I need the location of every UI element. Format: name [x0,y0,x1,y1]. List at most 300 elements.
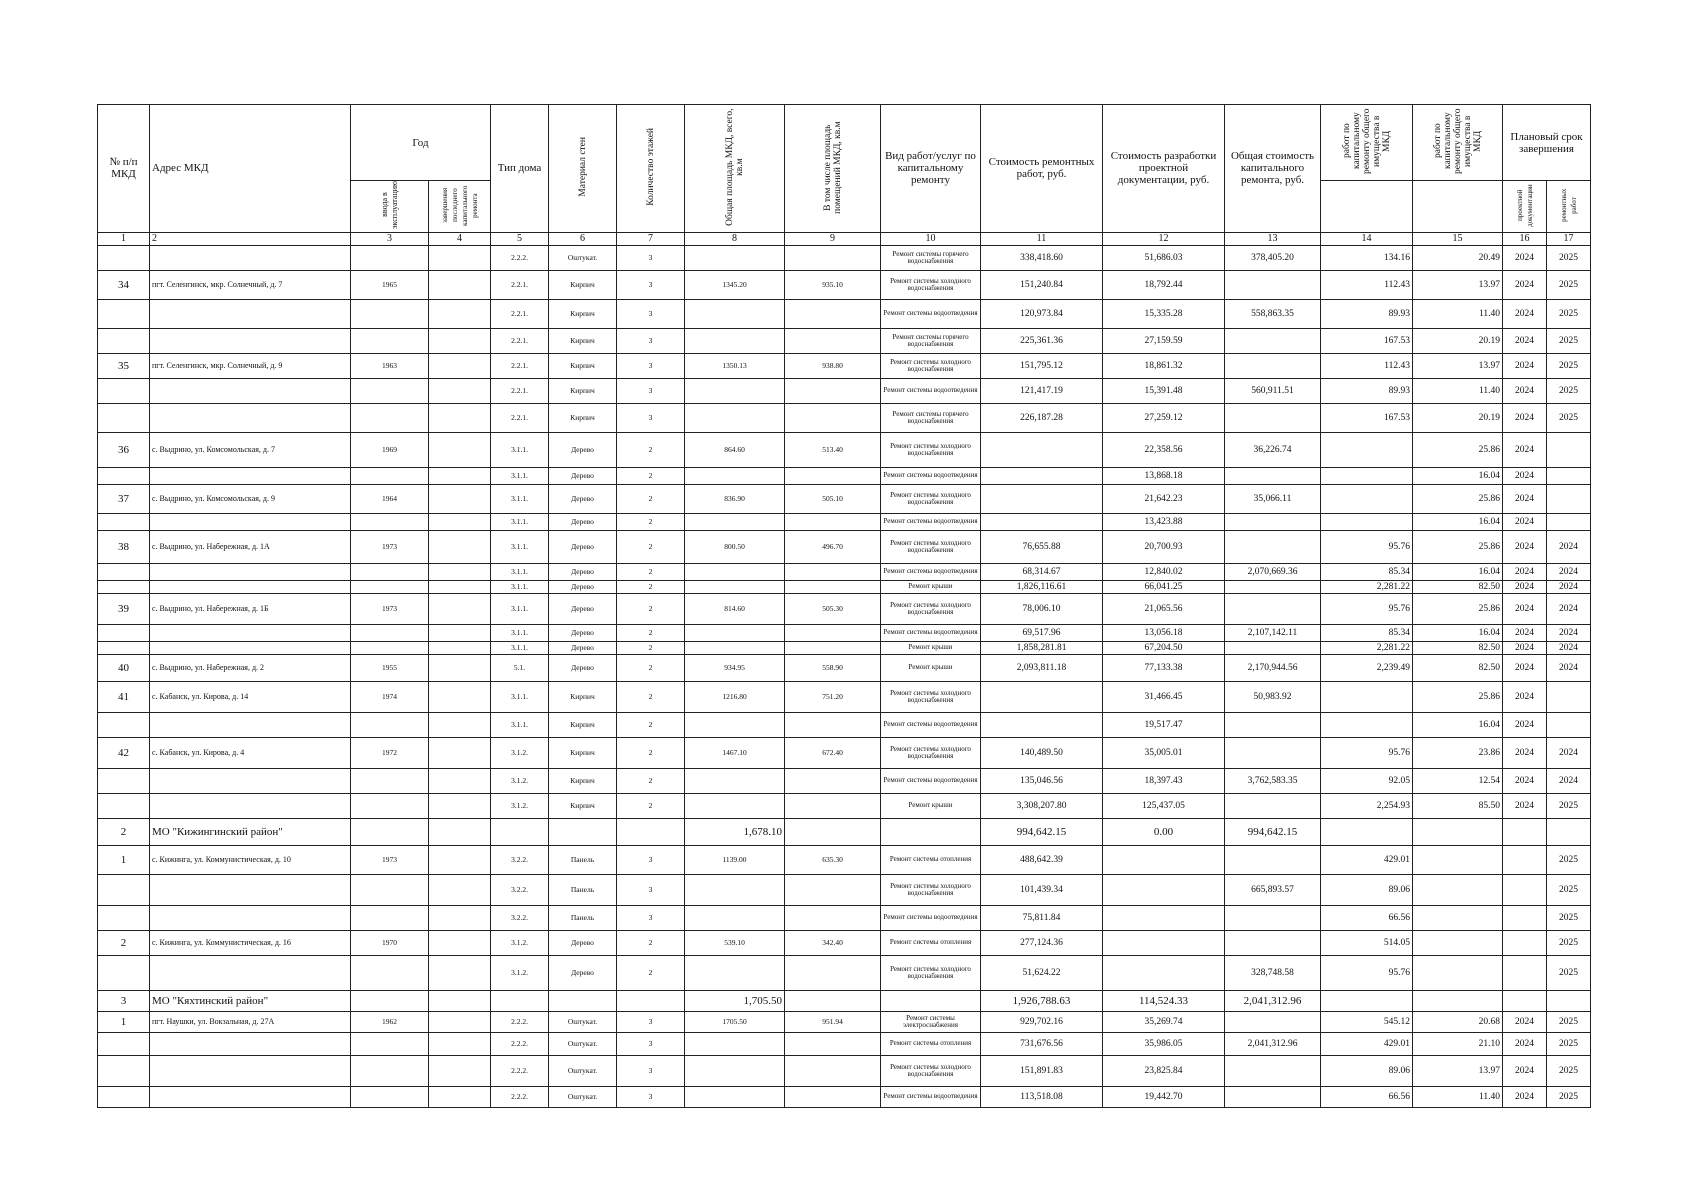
table-row [98,1032,1591,1055]
cell-work: Ремонт системы холодного водоснабжения [881,270,981,299]
cell-c11: 69,517.96 [981,624,1103,641]
cell-y1: 2024 [1503,563,1547,580]
cell-c11: 151,795.12 [981,353,1103,378]
cell-c12 [1103,845,1225,874]
cell-area2 [785,712,881,737]
cell-mat: Оштукат. [549,1086,617,1107]
cell-fl: 2 [617,955,685,990]
cell-area2 [785,563,881,580]
cell-area2: 496.70 [785,530,881,563]
cell-year [351,513,429,530]
cell-c13 [1225,1011,1321,1032]
cell-y1: 2024 [1503,353,1547,378]
cell-addr [150,513,351,530]
cell-addr [150,793,351,818]
cell-mat: Дерево [549,654,617,681]
cell-area [685,580,785,593]
cell-c11: 731,676.56 [981,1032,1103,1055]
cell-area [685,1032,785,1055]
cell-y2: 2024 [1547,624,1591,641]
cell-mat: Кирпич [549,378,617,403]
cell-addr: с. Кижинга, ул. Коммунистическая, д. 16 [150,930,351,955]
cell-c11: 120,973.84 [981,299,1103,328]
cell-year [351,580,429,593]
cell-year: 1972 [351,737,429,768]
cell-c11: 135,046.56 [981,768,1103,793]
cell-y0 [429,818,491,845]
cell-year [351,328,429,353]
cell-area2: 938.80 [785,353,881,378]
cell-year [351,245,429,270]
cell-work: Ремонт системы холодного водоснабжения [881,681,981,712]
cell-area2 [785,955,881,990]
header-number: № п/п МКД [98,105,150,233]
cell-y0 [429,1032,491,1055]
cell-work: Ремонт системы водоотведения [881,299,981,328]
cell-addr [150,768,351,793]
cell-c13 [1225,580,1321,593]
cell-area: 1216.80 [685,681,785,712]
cell-c13 [1225,845,1321,874]
cell-c13 [1225,513,1321,530]
cell-fl: 2 [617,712,685,737]
cell-y0 [429,467,491,484]
cell-fl: 2 [617,513,685,530]
cell-c13: 2,107,142.11 [1225,624,1321,641]
cell-c13 [1225,353,1321,378]
cell-c11: 1,858,281.81 [981,641,1103,654]
cell-c12: 13,868.18 [1103,467,1225,484]
municipality-row [98,990,1591,1011]
cell-area [685,624,785,641]
registry-sheet [97,104,1590,1108]
cell-c11 [981,681,1103,712]
cell-c12: 21,065.56 [1103,593,1225,624]
cell-y2: 2025 [1547,905,1591,930]
cell-y0 [429,563,491,580]
cell-c15: 82.50 [1413,641,1503,654]
cell-mat: Дерево [549,467,617,484]
cell-type: 3.1.2. [491,737,549,768]
cell-c14 [1321,818,1413,845]
cell-c12: 31,466.45 [1103,681,1225,712]
cell-area2 [785,1055,881,1086]
cell-y2 [1547,990,1591,1011]
cell-y2: 2024 [1547,563,1591,580]
cell-addr [150,378,351,403]
cell-y0 [429,328,491,353]
cell-c11: 121,417.19 [981,378,1103,403]
cell-area [685,641,785,654]
cell-y2: 2024 [1547,580,1591,593]
cell-y2: 2025 [1547,328,1591,353]
cell-c12: 35,269.74 [1103,1011,1225,1032]
cell-c15: 20.19 [1413,328,1503,353]
cell-y2: 2024 [1547,737,1591,768]
cell-y2: 2025 [1547,793,1591,818]
cell-area [685,245,785,270]
cell-addr: пгт. Наушки, ул. Вокзальная, д. 27А [150,1011,351,1032]
cell-c13 [1225,905,1321,930]
cell-y0 [429,793,491,818]
header-unit-cost-repair: работ по капитальному ремонту общего имущества в МКД [1321,105,1413,181]
cell-work: Ремонт системы водоотведения [881,624,981,641]
cell-n [98,1086,150,1107]
cell-fl: 2 [617,563,685,580]
cell-n: 39 [98,593,150,624]
cell-mat: Панель [549,905,617,930]
cell-area2: 513.40 [785,432,881,467]
cell-area2: 505.30 [785,593,881,624]
cell-y2 [1547,484,1591,513]
cell-n [98,712,150,737]
cell-c13: 560,911.51 [1225,378,1321,403]
cell-c11: 75,811.84 [981,905,1103,930]
cell-y2: 2025 [1547,930,1591,955]
cell-year [351,563,429,580]
cell-c13 [1225,593,1321,624]
cell-year: 1962 [351,1011,429,1032]
cell-c14: 2,254.93 [1321,793,1413,818]
cell-c14: 95.76 [1321,955,1413,990]
cell-y0 [429,353,491,378]
cell-fl: 2 [617,484,685,513]
cell-y2: 2024 [1547,654,1591,681]
cell-c11: 226,187.28 [981,403,1103,432]
cell-y0 [429,1055,491,1086]
cell-c11 [981,467,1103,484]
cell-year: 1970 [351,930,429,955]
cell-c14: 89.06 [1321,874,1413,905]
cell-type: 3.1.1. [491,513,549,530]
cell-fl: 2 [617,467,685,484]
cell-addr: с. Кабанск, ул. Кирова, д. 14 [150,681,351,712]
cell-c14: 167.53 [1321,403,1413,432]
cell-c11: 51,624.22 [981,955,1103,990]
cell-y1: 2024 [1503,403,1547,432]
cell-y2 [1547,432,1591,467]
cell-area: 1705.50 [685,1011,785,1032]
cell-mat: Дерево [549,563,617,580]
column-number-row: 1 2 3 4 5 6 7 8 9 10 11 12 13 14 15 16 17 [98,232,1591,245]
cell-y0 [429,299,491,328]
cell-c12 [1103,955,1225,990]
cell-y0 [429,432,491,467]
cell-area [685,299,785,328]
cell-mat: Кирпич [549,681,617,712]
cell-c15: 16.04 [1413,467,1503,484]
cell-n [98,793,150,818]
cell-type: 3.1.1. [491,467,549,484]
cell-type: 3.1.2. [491,930,549,955]
cell-fl: 2 [617,654,685,681]
cell-area2: 951.94 [785,1011,881,1032]
cell-addr: с. Выдрино, ул. Набережная, д. 2 [150,654,351,681]
table-row [98,845,1591,874]
cell-y1: 2024 [1503,467,1547,484]
cell-fl: 3 [617,1055,685,1086]
cell-c14: 85.34 [1321,624,1413,641]
table-row [98,930,1591,955]
cell-c14: 92.05 [1321,768,1413,793]
cell-c13 [1225,530,1321,563]
cell-n [98,874,150,905]
cell-c11: 140,489.50 [981,737,1103,768]
cell-n [98,328,150,353]
table-row [98,270,1591,299]
cell-c14: 2,281.22 [1321,580,1413,593]
table-row [98,905,1591,930]
header-year: Год [351,105,491,181]
cell-year [351,1086,429,1107]
cell-n: 36 [98,432,150,467]
cell-addr [150,1055,351,1086]
cell-c12: 13,423.88 [1103,513,1225,530]
cell-c11: 151,891.83 [981,1055,1103,1086]
cell-fl: 2 [617,768,685,793]
cell-area2 [785,1086,881,1107]
cell-mat: Кирпич [549,793,617,818]
cell-c13: 3,762,583.35 [1225,768,1321,793]
cell-c11: 101,439.34 [981,874,1103,905]
header-unit-cost-design: работ по капитальному ремонту общего имущества в МКД [1413,105,1503,181]
cell-c14 [1321,712,1413,737]
cell-area [685,1055,785,1086]
cell-y2: 2024 [1547,768,1591,793]
cell-c11: 2,093,811.18 [981,654,1103,681]
cell-addr [150,580,351,593]
cell-area2 [785,467,881,484]
cell-y1: 2024 [1503,1032,1547,1055]
cell-work: Ремонт системы отопления [881,930,981,955]
cell-type [491,818,549,845]
cell-c13 [1225,930,1321,955]
cell-c14: 429.01 [1321,845,1413,874]
cell-c14: 85.34 [1321,563,1413,580]
cell-area2: 342.40 [785,930,881,955]
cell-year [351,955,429,990]
table-row [98,624,1591,641]
cell-c13 [1225,1055,1321,1086]
cell-mat: Оштукат. [549,1011,617,1032]
cell-c11: 3,308,207.80 [981,793,1103,818]
cell-addr: с. Выдрино, ул. Комсомольская, д. 9 [150,484,351,513]
table-row [98,1086,1591,1107]
cell-c14: 95.76 [1321,593,1413,624]
cell-c13: 35,066.11 [1225,484,1321,513]
cell-y0 [429,245,491,270]
header-total-cost: Общая стоимость капитального ремонта, руб. [1225,105,1321,233]
cell-c12: 27,259.12 [1103,403,1225,432]
cell-c14: 2,239.49 [1321,654,1413,681]
cell-y2: 2025 [1547,874,1591,905]
cell-mat: Кирпич [549,299,617,328]
cell-c14: 545.12 [1321,1011,1413,1032]
cell-area [685,874,785,905]
table-row [98,484,1591,513]
cell-c15: 13.97 [1413,270,1503,299]
cell-c12: 35,005.01 [1103,737,1225,768]
cell-y1: 2024 [1503,432,1547,467]
cell-area2 [785,513,881,530]
table-row [98,580,1591,593]
cell-fl [617,990,685,1011]
cell-n [98,580,150,593]
cell-c12: 125,437.05 [1103,793,1225,818]
cell-n [98,905,150,930]
cell-n [98,955,150,990]
cell-area [685,513,785,530]
cell-area [685,712,785,737]
cell-addr: с. Выдрино, ул. Комсомольская, д. 7 [150,432,351,467]
cell-mat: Дерево [549,513,617,530]
cell-n: 3 [98,990,150,1011]
cell-type: 2.2.1. [491,328,549,353]
cell-area: 814.60 [685,593,785,624]
cell-n [98,467,150,484]
cell-c11: 1,826,116.61 [981,580,1103,593]
cell-c13: 2,041,312.96 [1225,990,1321,1011]
cell-n [98,1032,150,1055]
table-row [98,353,1591,378]
cell-c15: 20.49 [1413,245,1503,270]
cell-c13: 50,983.92 [1225,681,1321,712]
cell-area2: 558.90 [785,654,881,681]
cell-c13 [1225,793,1321,818]
cell-c12: 51,686.03 [1103,245,1225,270]
table-row [98,955,1591,990]
cell-c12: 19,517.47 [1103,712,1225,737]
cell-c14 [1321,681,1413,712]
cell-c12 [1103,930,1225,955]
cell-c12 [1103,905,1225,930]
cell-type: 3.1.2. [491,768,549,793]
cell-fl: 3 [617,353,685,378]
header-floors: Количество этажей [617,105,685,233]
table-body [98,245,1591,1107]
cell-c15: 21.10 [1413,1032,1503,1055]
cell-c13: 328,748.58 [1225,955,1321,990]
cell-work: Ремонт системы горячего водоснабжения [881,403,981,432]
cell-year [351,818,429,845]
cell-c15: 25.86 [1413,593,1503,624]
cell-c14: 2,281.22 [1321,641,1413,654]
cell-work [881,990,981,1011]
cell-type: 3.1.1. [491,563,549,580]
cell-y1: 2024 [1503,1055,1547,1086]
repair-plan-table [97,104,1591,1108]
table-row [98,245,1591,270]
cell-y0 [429,712,491,737]
cell-addr [150,245,351,270]
cell-area2 [785,624,881,641]
cell-c14: 167.53 [1321,328,1413,353]
cell-work: Ремонт системы холодного водоснабжения [881,484,981,513]
cell-y1: 2024 [1503,270,1547,299]
cell-addr: МО "Кижингинский район" [150,818,351,845]
cell-work: Ремонт системы холодного водоснабжения [881,955,981,990]
cell-fl: 3 [617,874,685,905]
cell-addr [150,1032,351,1055]
cell-area: 1467.10 [685,737,785,768]
cell-y0 [429,641,491,654]
cell-c13: 558,863.35 [1225,299,1321,328]
cell-c11: 488,642.39 [981,845,1103,874]
table-row [98,467,1591,484]
cell-c14 [1321,432,1413,467]
cell-y1: 2024 [1503,580,1547,593]
cell-addr: пгт. Селенгинск, мкр. Солнечный, д. 7 [150,270,351,299]
cell-type: 3.1.1. [491,593,549,624]
cell-fl: 2 [617,593,685,624]
cell-area2 [785,990,881,1011]
cell-c15: 25.86 [1413,432,1503,467]
cell-area: 1,678.10 [685,818,785,845]
cell-y1 [1503,874,1547,905]
cell-y2: 2025 [1547,1086,1591,1107]
cell-mat: Дерево [549,580,617,593]
cell-area2 [785,328,881,353]
cell-c14: 89.93 [1321,299,1413,328]
cell-n: 1 [98,1011,150,1032]
cell-y1: 2024 [1503,299,1547,328]
cell-c14 [1321,484,1413,513]
table-row [98,874,1591,905]
header-address: Адрес МКД [150,105,351,233]
table-row [98,593,1591,624]
cell-area2: 751.20 [785,681,881,712]
cell-n: 42 [98,737,150,768]
cell-y0 [429,513,491,530]
cell-c12: 13,056.18 [1103,624,1225,641]
cell-year [351,1055,429,1086]
cell-area: 1139.00 [685,845,785,874]
cell-fl: 3 [617,245,685,270]
header-year-last-repair: завершения последнего капитального ремонта [429,181,491,233]
cell-c12: 22,358.56 [1103,432,1225,467]
cell-addr: МО "Кяхтинский район" [150,990,351,1011]
cell-c15 [1413,845,1503,874]
cell-y2 [1547,467,1591,484]
cell-c11 [981,712,1103,737]
cell-fl: 3 [617,378,685,403]
cell-c14: 89.93 [1321,378,1413,403]
cell-c14: 112.43 [1321,353,1413,378]
cell-y1: 2024 [1503,328,1547,353]
cell-c12: 18,397.43 [1103,768,1225,793]
cell-work: Ремонт системы водоотведения [881,378,981,403]
cell-work: Ремонт системы водоотведения [881,467,981,484]
cell-c12: 66,041.25 [1103,580,1225,593]
table-row [98,530,1591,563]
cell-mat: Оштукат. [549,1032,617,1055]
cell-n [98,299,150,328]
cell-c14 [1321,513,1413,530]
cell-c15: 82.50 [1413,580,1503,593]
cell-c15 [1413,930,1503,955]
cell-year: 1973 [351,530,429,563]
cell-mat: Оштукат. [549,1055,617,1086]
cell-work: Ремонт системы водоотведения [881,905,981,930]
cell-c15 [1413,818,1503,845]
cell-c14: 66.56 [1321,1086,1413,1107]
cell-c13: 2,070,669.36 [1225,563,1321,580]
cell-c15: 13.97 [1413,353,1503,378]
cell-addr [150,874,351,905]
cell-c14: 429.01 [1321,1032,1413,1055]
cell-c11: 151,240.84 [981,270,1103,299]
cell-y2: 2025 [1547,353,1591,378]
